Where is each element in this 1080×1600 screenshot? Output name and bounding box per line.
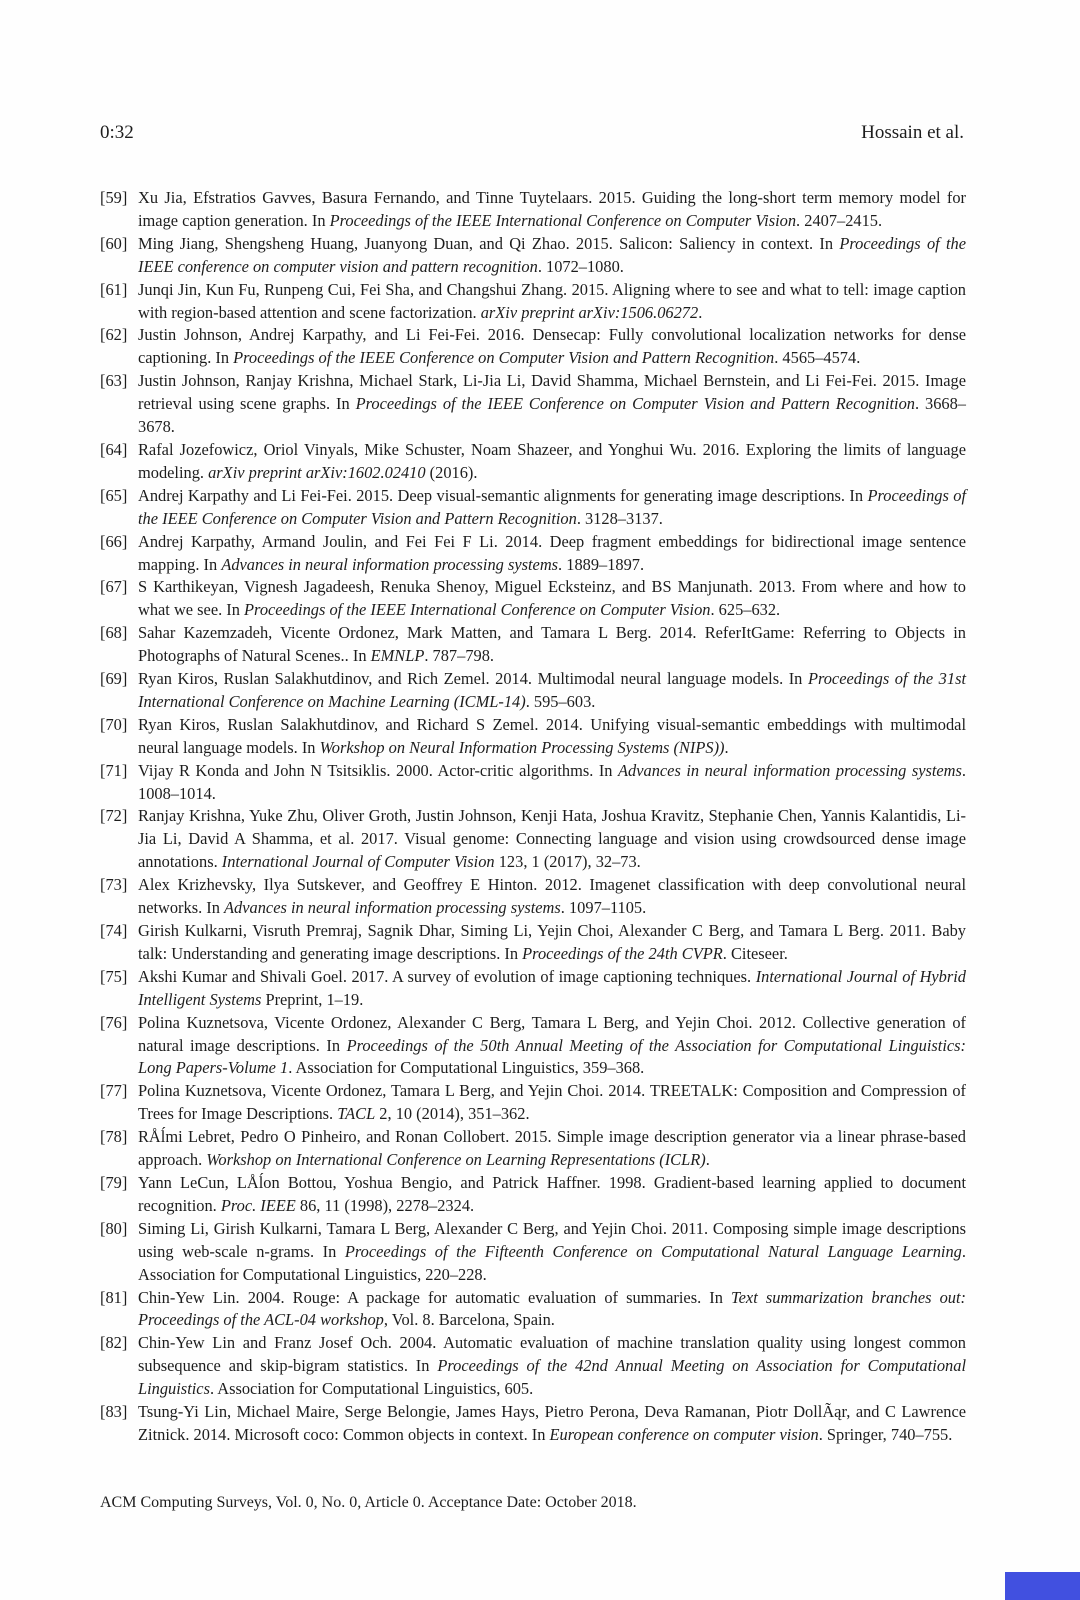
reference-item (100, 920, 966, 966)
reference-number: [68] (100, 623, 128, 643)
page-footer (100, 1494, 637, 1512)
page-number: 0:32 (100, 122, 134, 143)
reference-item (100, 1080, 966, 1126)
reference-text: Sahar Kazemzadeh, Vicente Ordonez, Mark Matten, and Tamara L Berg. 2014. ReferItGame: Referring to Objects in Photographs of Natural Scenes.. In EMNLP. 787–798. (138, 623, 966, 666)
reference-number: [70] (100, 714, 128, 734)
reference-item (100, 966, 966, 1012)
reference-text: Polina Kuznetsova, Vicente Ordonez, Tamara L Berg, and Yejin Choi. 2014. TREETALK: Composition and Compression of Trees for Image Descriptions. TACL 2, 10 (2014), 351–362. (138, 1081, 966, 1124)
reference-item (100, 439, 966, 485)
reference-item (100, 1012, 966, 1081)
reference-number: [72] (100, 806, 128, 826)
reference-item (100, 622, 966, 668)
reference-text: Tsung-Yi Lin, Michael Maire, Serge Belongie, James Hays, Pietro Perona, Deva Ramanan, Piotr DollÃąr, and C Lawrence Zitnick. 2014. Microsoft coco: Common objects in context. In European conference on computer vision. Springer, 740–755. (138, 1402, 966, 1444)
reference-number: [82] (100, 1333, 128, 1353)
running-authors: Hossain et al. (861, 122, 964, 143)
reference-text: Justin Johnson, Ranjay Krishna, Michael Stark, Li-Jia Li, David Shamma, Michael Bernstein, and Li Fei-Fei. 2015. Image retrieval using scene graphs. In Proceedings of the IEEE Conference on Computer Vision and Pattern Recognition. 3668–3678. (138, 371, 967, 437)
reference-item (100, 370, 966, 439)
reference-item (100, 485, 966, 531)
reference-text: Andrej Karpathy and Li Fei-Fei. 2015. Deep visual-semantic alignments for generating image descriptions. In Proceedings of the IEEE Conference on Computer Vision and Pattern Recognition. 3128–3137. (138, 485, 966, 528)
reference-number: [64] (100, 439, 128, 459)
reference-item (100, 805, 966, 874)
reference-number: [63] (100, 371, 128, 391)
reference-item (100, 668, 966, 714)
reference-item (100, 233, 966, 279)
reference-item (100, 760, 966, 806)
reference-text: Siming Li, Girish Kulkarni, Tamara L Berg, Alexander C Berg, and Yejin Choi. 2011. Composing simple image descriptions using web-scale n-grams. In Proceedings of the Fifteenth Conference on Computational Natural Language Learning. Association for Computational Linguistics, 220–228. (138, 1218, 966, 1284)
reference-number: [71] (100, 760, 128, 780)
reference-item (100, 1332, 966, 1401)
reference-text: RÅĺmi Lebret, Pedro O Pinheiro, and Ronan Collobert. 2015. Simple image description generator via a linear phrase-based approach. Workshop on International Conference on Learning Representations (ICLR). (138, 1127, 966, 1170)
reference-number: [77] (100, 1081, 128, 1101)
reference-item (100, 714, 966, 760)
reference-number: [78] (100, 1127, 128, 1147)
reference-item (100, 874, 966, 920)
reference-text: Xu Jia, Efstratios Gavves, Basura Fernando, and Tinne Tuytelaars. 2015. Guiding the long-short term memory model for image caption generation. In Proceedings of the IEEE International Conference on Computer Vision. 2407–2415. (138, 188, 966, 230)
reference-item (100, 1126, 966, 1172)
reference-text: Chin-Yew Lin and Franz Josef Och. 2004. Automatic evaluation of machine translation quality using longest common subsequence and skip-bigram statistics. In Proceedings of the 42nd Annual Meeting on Association for Computational Linguistics. Association for Computational Linguistics, 605. (138, 1333, 966, 1399)
reference-text: S Karthikeyan, Vignesh Jagadeesh, Renuka Shenoy, Miguel Ecksteinz, and BS Manjunath. 2013. From where and how to what we see. In Proceedings of the IEEE International Conference on Computer Vision. 625–632. (138, 577, 966, 620)
reference-text: Akshi Kumar and Shivali Goel. 2017. A survey of evolution of image captioning techniques. International Journal of Hybrid Intelligent Systems Preprint, 1–19. (138, 966, 967, 1009)
reference-text: Ryan Kiros, Ruslan Salakhutdinov, and Richard S Zemel. 2014. Unifying visual-semantic embeddings with multimodal neural language models. In Workshop on Neural Information Processing Systems (NIPS)). (138, 714, 966, 757)
reference-number: [74] (100, 921, 128, 940)
reference-number: [75] (100, 966, 128, 986)
page-header (100, 122, 964, 144)
reference-item (100, 324, 966, 370)
reference-list (100, 187, 966, 1447)
reference-item (100, 576, 966, 622)
reference-number: [69] (100, 669, 128, 689)
reference-number: [65] (100, 485, 128, 505)
reference-text: Rafal Jozefowicz, Oriol Vinyals, Mike Schuster, Noam Shazeer, and Yonghui Wu. 2016. Exploring the limits of language modeling. arXiv preprint arXiv:1602.02410 (2016). (138, 439, 966, 482)
reference-item (100, 1287, 966, 1333)
reference-number: [80] (100, 1218, 128, 1238)
reference-text: Yann LeCun, LÅĺon Bottou, Yoshua Bengio, and Patrick Haffner. 1998. Gradient-based learning applied to document recognition. Proc. IEEE 86, 11 (1998), 2278–2324. (138, 1172, 966, 1215)
reference-number: [61] (100, 279, 128, 299)
footer-text: ACM Computing Surveys, Vol. 0, No. 0, Article 0. Acceptance Date: October 2018. (100, 1494, 637, 1511)
reference-text: Junqi Jin, Kun Fu, Runpeng Cui, Fei Sha, and Changshui Zhang. 2015. Aligning where to see and what to tell: image caption with region-based attention and scene factorization. arXiv preprint arXiv:1506.06272. (138, 279, 966, 322)
reference-text: Polina Kuznetsova, Vicente Ordonez, Alexander C Berg, Tamara L Berg, and Yejin Choi. 2012. Collective generation of natural image descriptions. In Proceedings of the 50th Annual Meeting of the Association for Computational Linguistics: Long Papers-Volume 1. Association for Computational Linguistics, 359–368. (138, 1012, 966, 1078)
reference-text: Ming Jiang, Shengsheng Huang, Juanyong Duan, and Qi Zhao. 2015. Salicon: Saliency in context. In Proceedings of the IEEE conference on computer vision and pattern recognition. 1072–1080. (138, 233, 966, 276)
reference-text: Ryan Kiros, Ruslan Salakhutdinov, and Rich Zemel. 2014. Multimodal neural language models. In Proceedings of the 31st International Conference on Machine Learning (ICML-14). 595–603. (138, 669, 967, 711)
reference-text: Alex Krizhevsky, Ilya Sutskever, and Geoffrey E Hinton. 2012. Imagenet classification with deep convolutional neural networks. In Advances in neural information processing systems. 1097–1105. (138, 875, 966, 918)
reference-number: [62] (100, 325, 128, 345)
reference-item (100, 187, 966, 233)
reference-number: [59] (100, 188, 128, 207)
reference-text: Chin-Yew Lin. 2004. Rouge: A package for automatic evaluation of summaries. In Text summarization branches out: Proceedings of the ACL-04 workshop, Vol. 8. Barcelona, Spain. (138, 1287, 966, 1330)
reference-item (100, 531, 966, 577)
reference-number: [81] (100, 1287, 128, 1307)
reference-item (100, 1172, 966, 1218)
reference-text: Vijay R Konda and John N Tsitsiklis. 2000. Actor-critic algorithms. In Advances in neural information processing systems. 1008–1014. (138, 760, 967, 803)
reference-number: [73] (100, 875, 128, 895)
reference-text: Andrej Karpathy, Armand Joulin, and Fei Fei F Li. 2014. Deep fragment embeddings for bidirectional image sentence mapping. In Advances in neural information processing systems. 1889–1897. (138, 531, 966, 574)
reference-number: [60] (100, 233, 128, 253)
reference-item (100, 1401, 966, 1447)
reference-text: Justin Johnson, Andrej Karpathy, and Li Fei-Fei. 2016. Densecap: Fully convolutional localization networks for dense captioning. In Proceedings of the IEEE Conference on Computer Vision and Pattern Recognition. 4565–4574. (138, 325, 966, 368)
reference-item (100, 1218, 966, 1287)
reference-item (100, 279, 966, 325)
reference-number: [76] (100, 1012, 128, 1032)
reference-text: Ranjay Krishna, Yuke Zhu, Oliver Groth, Justin Johnson, Kenji Hata, Joshua Kravitz, Stephanie Chen, Yannis Kalantidis, Li-Jia Li, David A Shamma, et al. 2017. Visual genome: Connecting language and vision using crowdsourced dense image annotations. International Journal of Computer Vision 123, 1 (2017), 32–73. (138, 806, 966, 872)
reference-number: [79] (100, 1172, 128, 1192)
reference-number: [67] (100, 577, 128, 597)
reference-number: [66] (100, 531, 128, 551)
corner-marker (1005, 1572, 1080, 1600)
reference-text: Girish Kulkarni, Visruth Premraj, Sagnik Dhar, Siming Li, Yejin Choi, Alexander C Berg, and Tamara L Berg. 2011. Baby talk: Understanding and generating image descriptions. In Proceedings of the 24th CVPR. Citeseer. (138, 921, 966, 963)
reference-number: [83] (100, 1402, 128, 1422)
